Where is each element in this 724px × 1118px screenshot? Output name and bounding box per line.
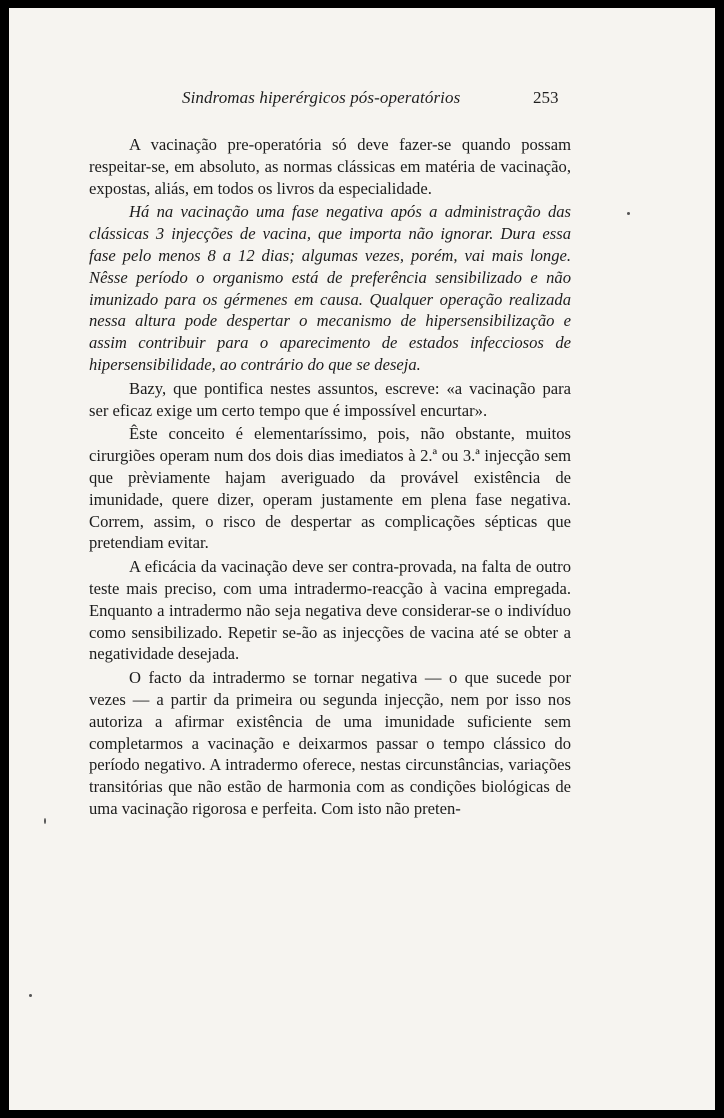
running-head: [9, 88, 715, 112]
book-page: [9, 8, 715, 1110]
scan-speck: [627, 212, 630, 215]
paragraph-efficacy: A eficácia da vacinação deve ser contra-provada, na falta de outro teste mais preciso, com uma intradermo-reacção à vacina empregada. Enquanto a intradermo não seja negativa deve considerar-se o indivíduo como sensibilizado. Repetir se-ão as injecções de vacina até se obter a negatividade desejada.: [89, 557, 571, 664]
running-title: Sindromas hiperérgicos pós-operatórios: [182, 88, 461, 107]
body-text: [89, 134, 571, 820]
scan-speck: [29, 994, 32, 997]
paragraph-vaccination-preop: A vacinação pre-operatória só deve fazer-se quando possam respeitar-se, em absoluto, as normas clássicas em matéria de vacinação, expostas, aliás, em todos os livros da especialidade.: [89, 135, 571, 198]
paragraph-elementary-concept: Êste conceito é elementaríssimo, pois, não obstante, muitos cirurgiões operam num dos dois dias imediatos à 2.ª ou 3.ª injecção sem que prèviamente hajam averiguado da provável existência de imunidade, quere dizer, operam justamente em plena fase negativa. Correm, assim, o risco de despertar as complicações sépticas que pretendiam evitar.: [89, 424, 571, 553]
paragraph-intradermo: O facto da intradermo se tornar negativa — o que sucede por vezes — a partir da primeira ou segunda injecção, nem por isso nos autoriza a afirmar existência de uma imunidade suficiente sem completarmos a vacinação e deixarmos passar o tempo clássico do período negativo. A intradermo oferece, nestas circunstâncias, variações transitórias que não estão de harmonia com as condições biológicas de uma vacinação rigorosa e perfeita. Com isto não preten-: [89, 668, 571, 818]
page-number: 253: [533, 88, 559, 107]
paragraph-negative-phase: Há na vacinação uma fase negativa após a administração das clássicas 3 injecções de vacina, que importa não ignorar. Dura essa fase pelo menos 8 a 12 dias; algumas vezes, porém, vai mais longe. Nêsse período o organismo está de preferência sensibilizado e não imunizado para os gérmenes em causa. Qualquer operação realizada nessa altura pode despertar o mecanismo de hipersensibilização e assim contribuir para o aparecimento de estados infecciosos de hipersensibilidade, ao contrário do que se deseja.: [89, 202, 571, 374]
scan-speck: [44, 818, 46, 824]
paragraph-bazy-quote: Bazy, que pontifica nestes assuntos, escreve: «a vacinação para ser eficaz exige um certo tempo que é impossível encurtar».: [89, 378, 571, 420]
